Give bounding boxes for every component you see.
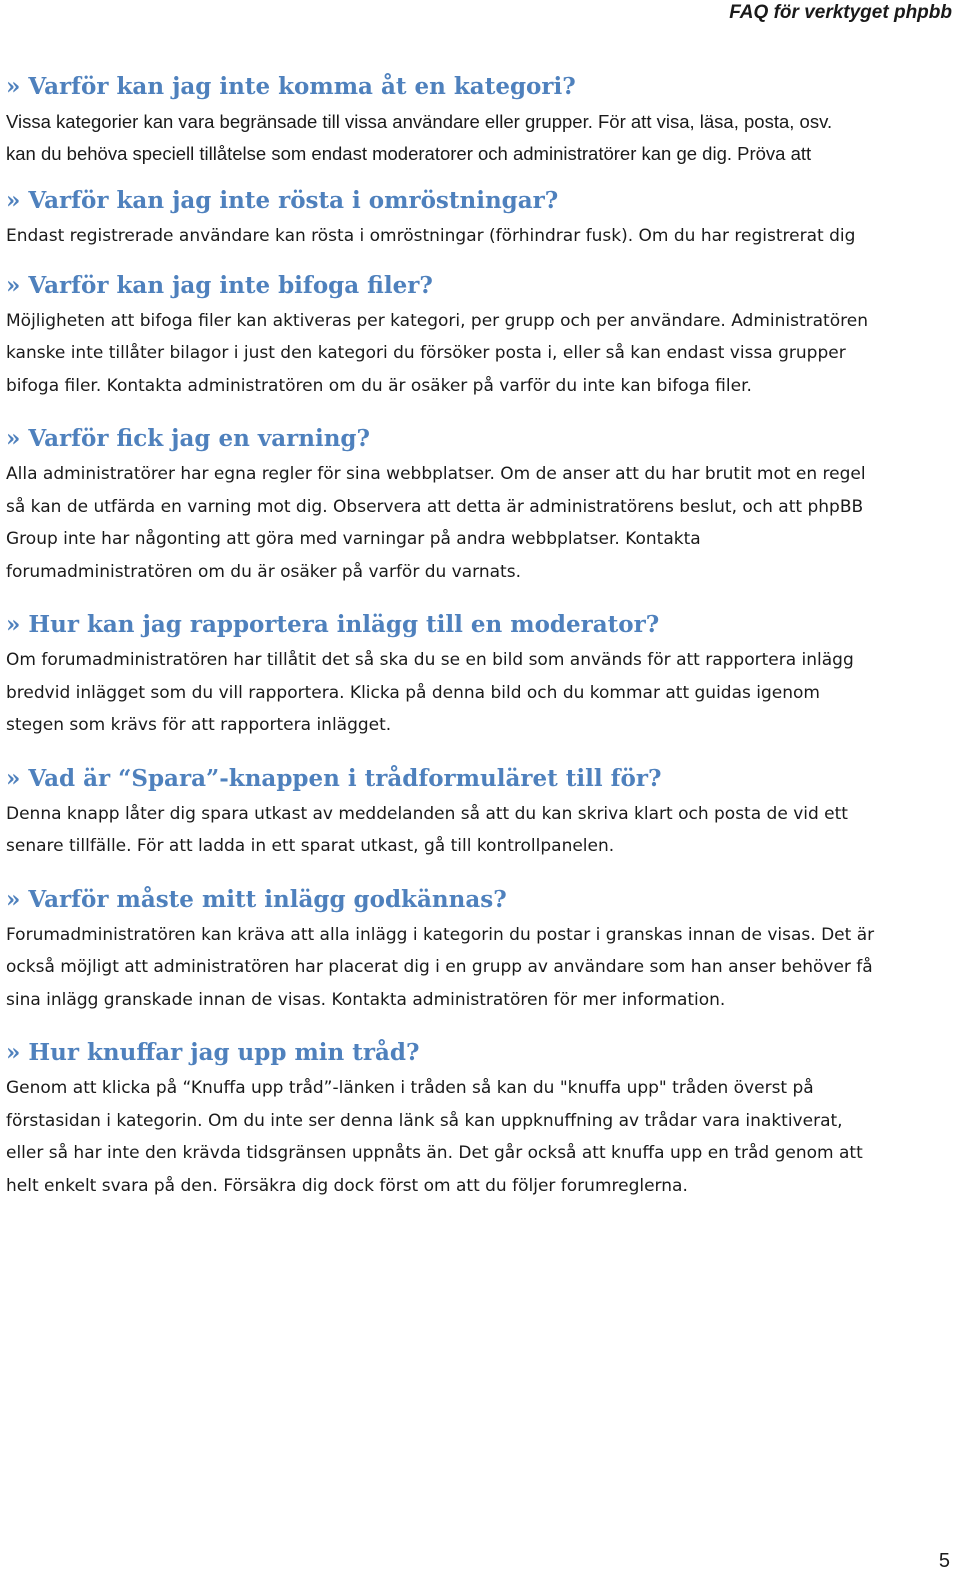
faq-answer-line: bredvid inlägget som du vill rapportera. Klicka på denna bild och du kommar att guidas igenom (6, 682, 820, 703)
faq-answer-line: förstasidan i kategorin. Om du inte ser denna länk så kan uppknuffning av trådar vara inaktiverat, (6, 1110, 843, 1131)
faq-question: » Hur kan jag rapportera inlägg till en moderator? (6, 611, 660, 638)
faq-question: » Varför fick jag en varning? (6, 425, 370, 452)
faq-item (6, 68, 952, 170)
faq-item (6, 760, 952, 863)
faq-question: » Varför kan jag inte komma åt en kategori? (6, 73, 576, 100)
faq-answer-line: så kan de utfärda en varning mot dig. Observera att detta är administratörens beslut, och att phpBB (6, 496, 864, 517)
faq-answer-line: bifoga filer. Kontakta administratören om du är osäker på varför du inte kan bifoga filer. (6, 375, 752, 396)
faq-answer (6, 305, 952, 403)
faq-question: » Vad är “Spara”-knappen i trådformuläret till för? (6, 764, 662, 792)
faq-question: » Varför måste mitt inlägg godkännas? (6, 885, 507, 913)
faq-answer-line: Alla administratörer har egna regler för sina webbplatser. Om de anser att du har brutit mot en regel (6, 464, 866, 484)
faq-answer-line: kanske inte tillåter bilagor i just den kategori du försöker posta i, eller så kan endast vissa grupper (6, 343, 846, 363)
faq-answer-line: stegen som krävs för att rapportera inlägget. (6, 715, 392, 735)
faq-answer-line: eller så har inte den krävda tidsgränsen uppnåts än. Det går också att knuffa upp en tråd genom att (6, 1143, 863, 1163)
faq-answer-line: Group inte har någonting att göra med varningar på andra webbplatser. Kontakta (6, 529, 701, 549)
faq-answer-line: Om forumadministratören har tillåtit det så ska du se en bild som används för att rapportera inlägg (6, 650, 854, 670)
faq-answer-line: helt enkelt svara på den. Försäkra dig dock först om att du följer forumreglerna. (6, 1175, 688, 1196)
faq-answer (6, 798, 952, 863)
page-number: 5 (938, 1550, 950, 1572)
faq-answer (6, 919, 952, 1017)
faq-question: » Varför kan jag inte rösta i omröstningar? (6, 187, 559, 214)
faq-answer-line: forumadministratören om du är osäker på varför du varnats. (6, 561, 521, 582)
faq-answer-line: Genom att klicka på “Knuffa upp tråd”-länken i tråden så kan du "knuffa upp" tråden överst på (6, 1078, 814, 1098)
faq-answer (6, 1072, 952, 1202)
document-header-title: FAQ för verktyget phpbb (729, 2, 952, 23)
faq-question: » Varför kan jag inte bifoga filer? (6, 271, 433, 299)
faq-answer-line: Denna knapp låter dig spara utkast av meddelanden så att du kan skriva klart och posta de vid ett (6, 803, 848, 824)
faq-answer-line: Endast registrerade användare kan rösta i omröstningar (förhindrar fusk). Om du har registrerat dig (6, 226, 856, 246)
faq-list (6, 68, 952, 1202)
faq-item (6, 267, 952, 403)
faq-item (6, 420, 952, 588)
faq-answer-line: kan du behöva speciell tillåtelse som endast moderatorer och administratörer kan ge dig. Pröva att (6, 143, 812, 164)
faq-answer-line: Möjligheten att bifoga filer kan aktiveras per kategori, per grupp och per användare. Administratören (6, 310, 868, 331)
faq-item (6, 1034, 952, 1202)
faq-answer-line: också möjligt att administratören har placerat dig i en grupp av användare som han anser behöver få (6, 957, 873, 977)
faq-question: » Hur knuffar jag upp min tråd? (6, 1039, 420, 1066)
faq-answer-line: Vissa kategorier kan vara begränsade till vissa användare eller grupper. För att visa, läsa, posta, osv. (6, 111, 833, 132)
faq-answer (6, 644, 952, 742)
faq-answer (6, 458, 952, 588)
faq-answer (6, 106, 952, 170)
faq-answer-line: sina inlägg granskade innan de visas. Kontakta administratören för mer information. (6, 989, 726, 1010)
faq-item (6, 881, 952, 1017)
faq-answer (6, 220, 952, 253)
faq-answer-line: senare tillfälle. För att ladda in ett sparat utkast, gå till kontrollpanelen. (6, 836, 615, 856)
faq-item (6, 182, 952, 253)
faq-answer-line: Forumadministratören kan kräva att alla inlägg i kategorin du postar i granskas innan de visas. Det är (6, 924, 875, 945)
faq-item (6, 606, 952, 742)
